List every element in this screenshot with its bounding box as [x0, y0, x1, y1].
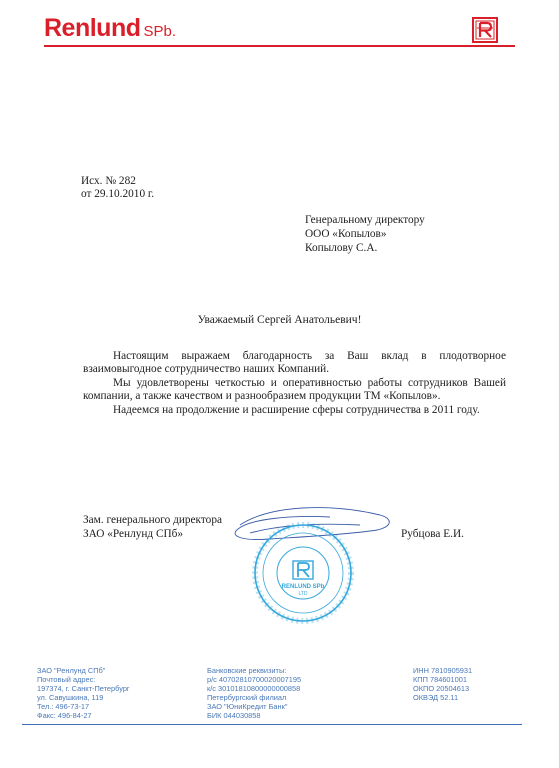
paragraph: Настоящим выражаем благодарность за Ваш вклад в плодотворное взаимовыгодное сотрудничество наших Компаний.	[83, 350, 506, 376]
footer-line: р/с 40702810700020007195	[207, 675, 302, 684]
handwritten-signature	[235, 508, 389, 540]
letter-date: от 29.10.2010 г.	[81, 188, 155, 200]
company-stamp	[255, 525, 351, 621]
footer-bank-details	[207, 666, 301, 720]
paragraph: Мы удовлетворены четкостью и оперативностью работы сотрудников Вашей компании, а также качеством и разнообразием продукции ТМ «Копылов».	[83, 376, 506, 403]
footer-line: БИК 044030858	[207, 711, 261, 720]
addressee-name: Копылову С.А.	[305, 242, 378, 254]
signer-position: Зам. генерального директора	[83, 514, 222, 526]
letter-body	[83, 350, 506, 417]
footer-line: Тел.: 496-73-17	[37, 702, 90, 711]
addressee-position: Генеральному директору	[305, 214, 425, 226]
footer-line: ЗАО "ЮниКредит Банк"	[207, 702, 288, 711]
signer-name: Рубцова Е.И.	[401, 528, 464, 540]
footer-line: Банковские реквизиты:	[207, 666, 287, 675]
greeting: Уважаемый Сергей Анатольевич!	[197, 314, 362, 326]
header-divider	[44, 45, 515, 47]
footer-line: к/с 30101810800000000858	[207, 684, 301, 693]
company-logo-text	[44, 14, 176, 43]
footer-registration	[413, 666, 472, 702]
footer-line: ИНН 7810905931	[413, 666, 473, 675]
footer-line: Почтовый адрес:	[37, 675, 96, 684]
renlund-r-logo-icon	[472, 17, 498, 43]
footer-line: Факс: 496-84-27	[37, 711, 92, 720]
footer-line: Петербургский филиал	[207, 693, 287, 702]
footer-line: КПП 784601001	[413, 675, 467, 684]
footer-address	[37, 666, 130, 720]
footer-line: ул. Савушкина, 119	[37, 693, 104, 702]
brand-suffix: SPb.	[143, 23, 177, 40]
footer-line: ЗАО "Ренлунд СПб"	[37, 666, 106, 675]
brand-name: Renlund	[44, 14, 141, 42]
signature-and-stamp	[210, 495, 410, 635]
footer-line: 197374, г. Санкт-Петербург	[37, 684, 130, 693]
footer-line: ОКПО 20504613	[413, 684, 470, 693]
outgoing-number: Исх. № 282	[81, 175, 136, 187]
stamp-inner-sub: LTD	[298, 591, 308, 597]
signer-company: ЗАО «Ренлунд СПб»	[83, 528, 184, 540]
paragraph: Надеемся на продолжение и расширение сферы сотрудничества в 2011 году.	[113, 403, 480, 416]
addressee-company: ООО «Копылов»	[305, 228, 387, 240]
stamp-inner-text: RENLUND SPb	[281, 584, 325, 590]
footer-divider	[22, 724, 522, 725]
footer-line: ОКВЭД 52.11	[413, 693, 459, 702]
